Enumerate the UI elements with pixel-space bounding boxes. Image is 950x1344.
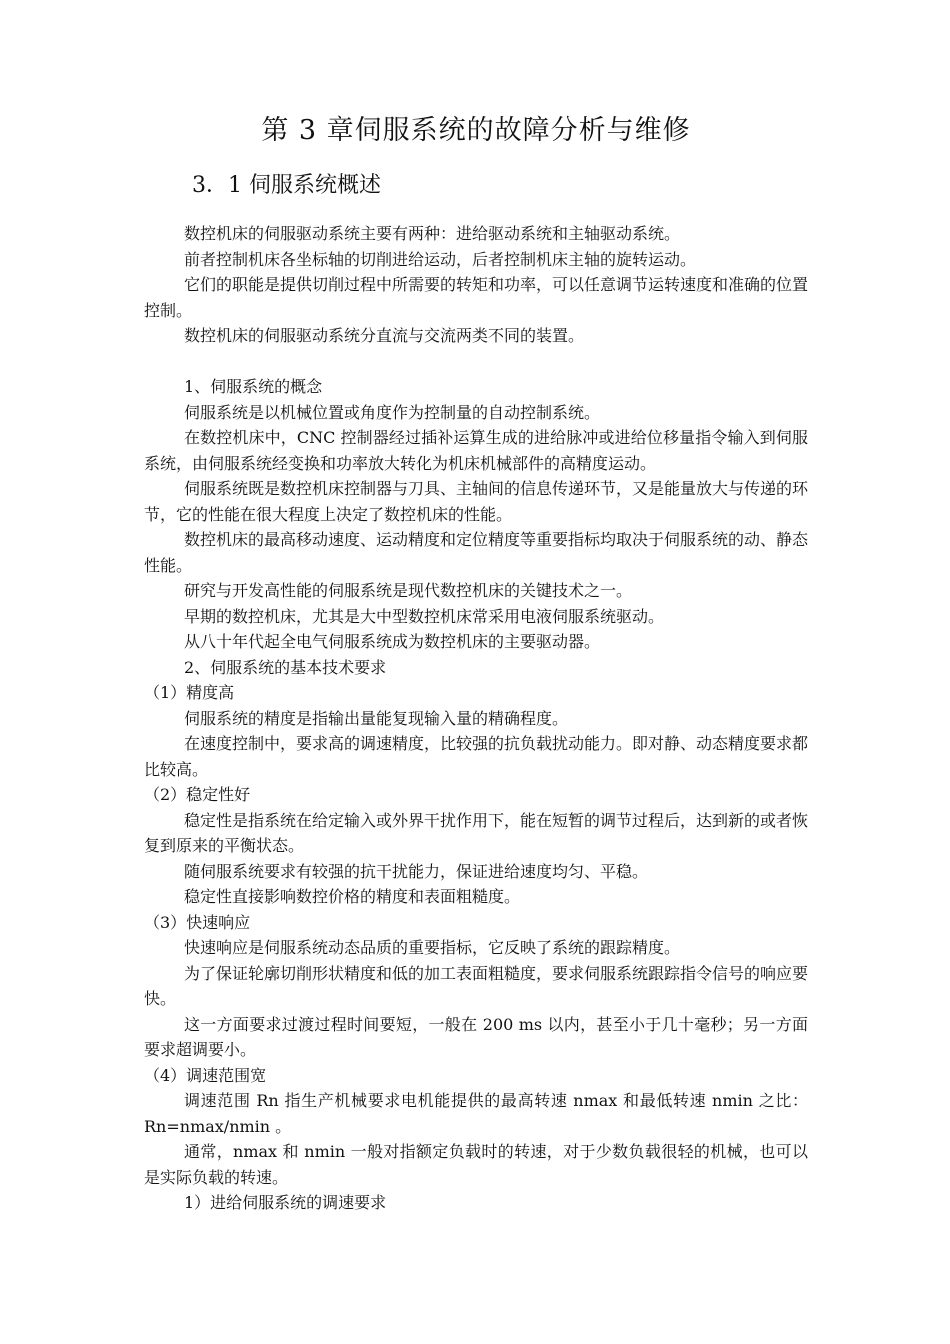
paragraph: 这一方面要求过渡过程时间要短，一般在 200 ms 以内，甚至小于几十毫秒；另一方面要求超调要小。 [144, 1014, 808, 1059]
paragraph: 稳定性直接影响数控价格的精度和表面粗糙度。 [184, 887, 521, 906]
paragraph: 从八十年代起全电气伺服系统成为数控机床的主要驱动器。 [184, 632, 601, 651]
paragraph: 数控机床的伺服驱动系统分直流与交流两类不同的装置。 [184, 326, 585, 345]
paragraph: 伺服系统是以机械位置或角度作为控制量的自动控制系统。 [184, 402, 601, 422]
paragraph: 1、伺服系统的概念 [184, 377, 323, 396]
paragraph: 它们的职能是提供切削过程中所需要的转矩和功率，可以任意调节运转速度和准确的位置控制。 [144, 275, 809, 320]
paragraph: （3）快速响应 [144, 912, 251, 932]
paragraph: 伺服系统的精度是指输出量能复现输入量的精确程度。 [184, 708, 569, 728]
paragraph: 快速响应是伺服系统动态品质的重要指标，它反映了系统的跟踪精度。 [184, 938, 681, 957]
paragraph: 稳定性是指系统在给定输入或外界干扰作用下，能在短暂的调节过程后，达到新的或者恢复到原来的平衡状态。 [144, 810, 809, 855]
paragraph: （2）稳定性好 [144, 785, 251, 804]
paragraph: 调速范围 Rn 指生产机械要求电机能提供的最高转速 nmax 和最低转速 nmin 之比：Rn=nmax/nmin 。 [144, 1091, 808, 1136]
paragraph: 为了保证轮廓切削形状精度和低的加工表面粗糙度，要求伺服系统跟踪指令信号的响应要快。 [144, 963, 809, 1008]
paragraph: 前者控制机床各坐标轴的切削进给运动，后者控制机床主轴的旋转运动。 [184, 249, 697, 269]
paragraph: （1）精度高 [144, 683, 235, 702]
blank-line [144, 349, 808, 375]
paragraph: 随伺服系统要求有较强的抗干扰能力，保证进给速度均匀、平稳。 [184, 861, 649, 881]
paragraph: 2、伺服系统的基本技术要求 [184, 657, 387, 677]
body-text [144, 221, 808, 1216]
paragraph: 1）进给伺服系统的调速要求 [184, 1193, 387, 1212]
paragraph: 数控机床的伺服驱动系统主要有两种：进给驱动系统和主轴驱动系统。 [184, 224, 681, 243]
paragraph: 通常，nmax 和 nmin 一般对指额定负载时的转速，对于少数负载很轻的机械，也可以是实际负载的转速。 [144, 1142, 808, 1187]
paragraph: 研究与开发高性能的伺服系统是现代数控机床的关键技术之一。 [184, 581, 633, 600]
paragraph: 在速度控制中，要求高的调速精度，比较强的抗负载扰动能力。即对静、动态精度要求都比较高。 [144, 734, 809, 779]
paragraph: （4）调速范围宽 [144, 1065, 267, 1085]
paragraph: 在数控机床中，CNC 控制器经过插补运算生成的进给脉冲或进给位移量指令输入到伺服系统，由伺服系统经变换和功率放大转化为机床机械部件的高精度运动。 [144, 428, 808, 473]
paragraph: 数控机床的最高移动速度、运动精度和定位精度等重要指标均取决于伺服系统的动、静态性能。 [144, 530, 809, 575]
chapter-title: 第 3 章伺服系统的故障分析与维修 [261, 115, 691, 146]
paragraph: 伺服系统既是数控机床控制器与刀具、主轴间的信息传递环节，又是能量放大与传递的环节，它的性能在很大程度上决定了数控机床的性能。 [144, 479, 809, 524]
page-content [144, 113, 808, 1216]
section-title: 3．1 伺服系统概述 [192, 173, 381, 198]
paragraph: 早期的数控机床，尤其是大中型数控机床常采用电液伺服系统驱动。 [184, 606, 665, 626]
